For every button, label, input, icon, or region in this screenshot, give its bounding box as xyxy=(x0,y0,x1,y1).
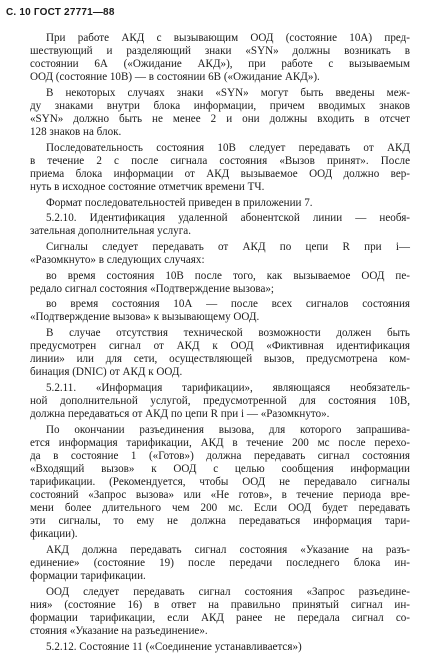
text-line: АКД должна передавать сигнал состояния «Указание на разъ- xyxy=(46,543,410,556)
text-line: ООД следует передавать сигнал состояния «Запрос разъедине- xyxy=(46,585,410,598)
paragraph xyxy=(30,197,410,210)
text-line: мени более длительного чем 200 мс. Если ООД будет передавать xyxy=(30,502,410,515)
text-line: 5.2.12. Состояние 11 («Соединение устанавливается») xyxy=(46,640,302,653)
paragraph xyxy=(30,382,410,421)
text-line: ется информация тарификации, АКД в течение 200 мс после перехо- xyxy=(30,436,410,449)
text-line: формации тарификации, если АКД ранее не передала сигнал со- xyxy=(30,611,410,624)
text-line: По окончании разъединения вызова, для которого запрашива- xyxy=(46,423,410,436)
text-line: во время состояния 10А — после всех сигналов состояния xyxy=(46,298,410,311)
paragraph xyxy=(30,212,410,238)
paragraph xyxy=(30,327,410,379)
text-line: «Подтверждение вызова» к вызывающему ООД. xyxy=(30,311,260,324)
text-line: фикации). xyxy=(30,528,78,541)
text-line: ООД (состояние 10В) — в состоянии 6В («Ожидание АКД»). xyxy=(30,71,320,84)
text-line: в течение 2 с после сигнала состояния «Вызов принят». После xyxy=(30,154,410,167)
text-line: 5.2.10. Идентификация удаленной абонентской линии — необя- xyxy=(46,212,410,225)
text-line: стояния «Указание на разъединение». xyxy=(30,625,208,638)
text-line: предусмотрен сигнал от АКД к ООД «Фиктивная идентификация xyxy=(30,340,410,353)
text-line: ния» (состояние 16) в ответ на правильно принятый сигнал ин- xyxy=(30,598,410,611)
paragraph xyxy=(30,32,410,84)
paragraph xyxy=(30,586,410,638)
text-line: единение» (состояние 19) после передачи последнего блока ин- xyxy=(30,557,410,570)
text-line: линии» или для сети, осуществляющей вызов, предусмотрена ком- xyxy=(30,353,410,366)
text-line: тарификации. (Рекомендуется, чтобы ООД не передавало сигналы xyxy=(30,476,410,488)
text-line: шествующий и разделяющий знаки «SYN» должны возникать в xyxy=(30,45,410,58)
paragraph xyxy=(30,241,410,267)
text-line: В случае отсутствия технической возможности должен быть xyxy=(46,326,410,339)
paragraph xyxy=(30,142,410,194)
text-line: Последовательность состояния 10В следует передавать от АКД xyxy=(46,141,410,154)
text-line: зательная дополнительная услуга. xyxy=(30,225,191,238)
text-line: При работе АКД с вызывающим ООД (состояние 10А) пред- xyxy=(46,32,410,44)
text-line: бинация (DNIC) от АКД к ООД. xyxy=(30,366,183,379)
text-line: состоянии 6А («Ожидание АКД»), при работе с вызываемым xyxy=(30,58,410,71)
text-line: 5.2.11. «Информация тарификации», являющаяся необязатель- xyxy=(46,381,410,394)
text-line: должна передаваться от АКД по цепи R при i — «Разомкнуто». xyxy=(30,408,330,421)
text-line: «SYN» должно быть не менее 2 и они должны входить в отсчет xyxy=(30,113,410,126)
text-line: В некоторых случаях знаки «SYN» могут быть введены меж- xyxy=(46,86,410,99)
text-line: состояний «Запрос вызова» или «Не готов», в течение периода вре- xyxy=(30,489,410,502)
text-line: редало сигнал состояния «Подтверждение вызова»; xyxy=(30,282,275,295)
text-line: приема блока информации от АКД вызываемое ООД должно вер- xyxy=(30,167,410,180)
text-line: ду знаками внутри блока информации, причем вводимых знаков xyxy=(30,99,410,112)
paragraph xyxy=(30,641,410,654)
document-body xyxy=(30,32,410,656)
paragraph xyxy=(30,298,410,324)
text-line: Сигналы следует передавать от АКД по цепи R при i— xyxy=(46,240,410,253)
text-line: «Входящий вызов» к ООД с целью сообщения информации xyxy=(30,462,410,475)
text-line: «Разомкнуто» в следующих случаях: xyxy=(30,254,205,266)
paragraph xyxy=(30,424,410,542)
text-line: во время состояния 10В после того, как вызываемое ООД пе- xyxy=(46,269,410,282)
paragraph xyxy=(30,270,410,296)
text-line: ной дополнительной услугой, предусмотренной для состояния 10В, xyxy=(30,394,410,407)
paragraph xyxy=(30,544,410,583)
text-line: да в состояние 1 («Готов») должна передавать сигнал состояния xyxy=(30,449,410,462)
paragraph xyxy=(30,87,410,139)
text-line: формации тарификации. xyxy=(30,570,146,583)
text-line: эти сигналы, то ему не должна передаваться информация тари- xyxy=(30,515,410,528)
text-line: 128 знаков на блок. xyxy=(30,126,122,139)
text-line: нуть в исходное состояние отметчик времени ТЧ. xyxy=(30,181,265,194)
page-header: С. 10 ГОСТ 27771—88 xyxy=(6,7,115,18)
text-line: Формат последовательностей приведен в приложении 7. xyxy=(46,196,313,209)
